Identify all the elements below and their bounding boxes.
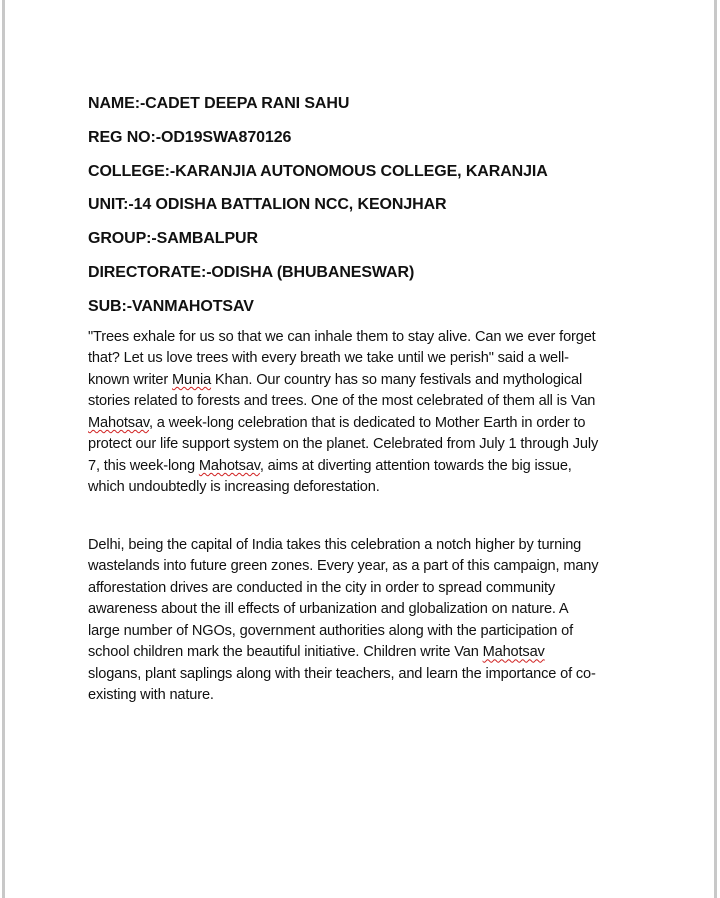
paragraph-line: afforestation drives are conducted in the city in order to spread community [88,579,556,596]
paragraph-1 [88,327,648,499]
paragraph-line: Delhi, being the capital of India takes this celebration a notch higher by turning [88,536,582,553]
spellcheck-flagged-word[interactable]: Mahotsav [198,457,260,474]
college-field: COLLEGE:-KARANJIA AUTONOMOUS COLLEGE, KARANJIA [88,162,548,180]
paragraph-line: existing with nature. [88,687,214,704]
name-field: NAME:-CADET DEEPA RANI SAHU [88,95,350,112]
paragraph-line: slogans, plant saplings along with their teachers, and learn the importance of co- [88,665,596,682]
directorate-field: DIRECTORATE:-ODISHA (BHUBANESWAR) [88,263,415,281]
spellcheck-flagged-word[interactable]: Munia [172,371,212,388]
paragraph-line: stories related to forests and trees. One of the most celebrated of them all is Van [88,393,596,410]
paragraph-line: protect our life support system on the planet. Celebrated from July 1 through July [88,436,599,453]
paragraph-line: large number of NGOs, government authorities along with the participation of [88,622,574,639]
paragraph-line: wastelands into future green zones. Every year, as a part of this campaign, many [88,558,599,575]
page-right-edge [714,0,717,898]
subject-field: SUB:-VANMAHOTSAV [88,297,254,315]
paragraph-line: awareness about the ill effects of urbanization and globalization on nature. A [88,601,569,618]
group-field: GROUP:-SAMBALPUR [88,230,258,248]
reg-no-field: REG NO:-OD19SWA870126 [88,128,292,146]
spellcheck-flagged-word[interactable]: Mahotsav [88,414,149,431]
spellcheck-flagged-word[interactable]: Mahotsav [482,644,545,661]
paragraph-line: "Trees exhale for us so that we can inhale them to stay alive. Can we ever forget [88,328,596,345]
paragraph-line: 7, this week-long Mahotsav, aims at diverting attention towards the big issue, [88,457,572,474]
document-body [88,94,648,707]
paragraph-line: Mahotsav, a week-long celebration that is dedicated to Mother Earth in order to [88,414,586,431]
unit-field: UNIT:-14 ODISHA BATTALION NCC, KEONJHAR [88,196,447,214]
page-left-edge [2,0,5,898]
paragraph-line: school children mark the beautiful initiative. Children write Van Mahotsav [88,644,545,661]
paragraph-2 [88,535,648,707]
paragraph-line: that? Let us love trees with every breath we take until we perish" said a well- [88,350,569,367]
paragraph-line: known writer Munia Khan. Our country has so many festivals and mythological [88,371,583,388]
paragraph-line: which undoubtedly is increasing deforestation. [88,479,380,496]
